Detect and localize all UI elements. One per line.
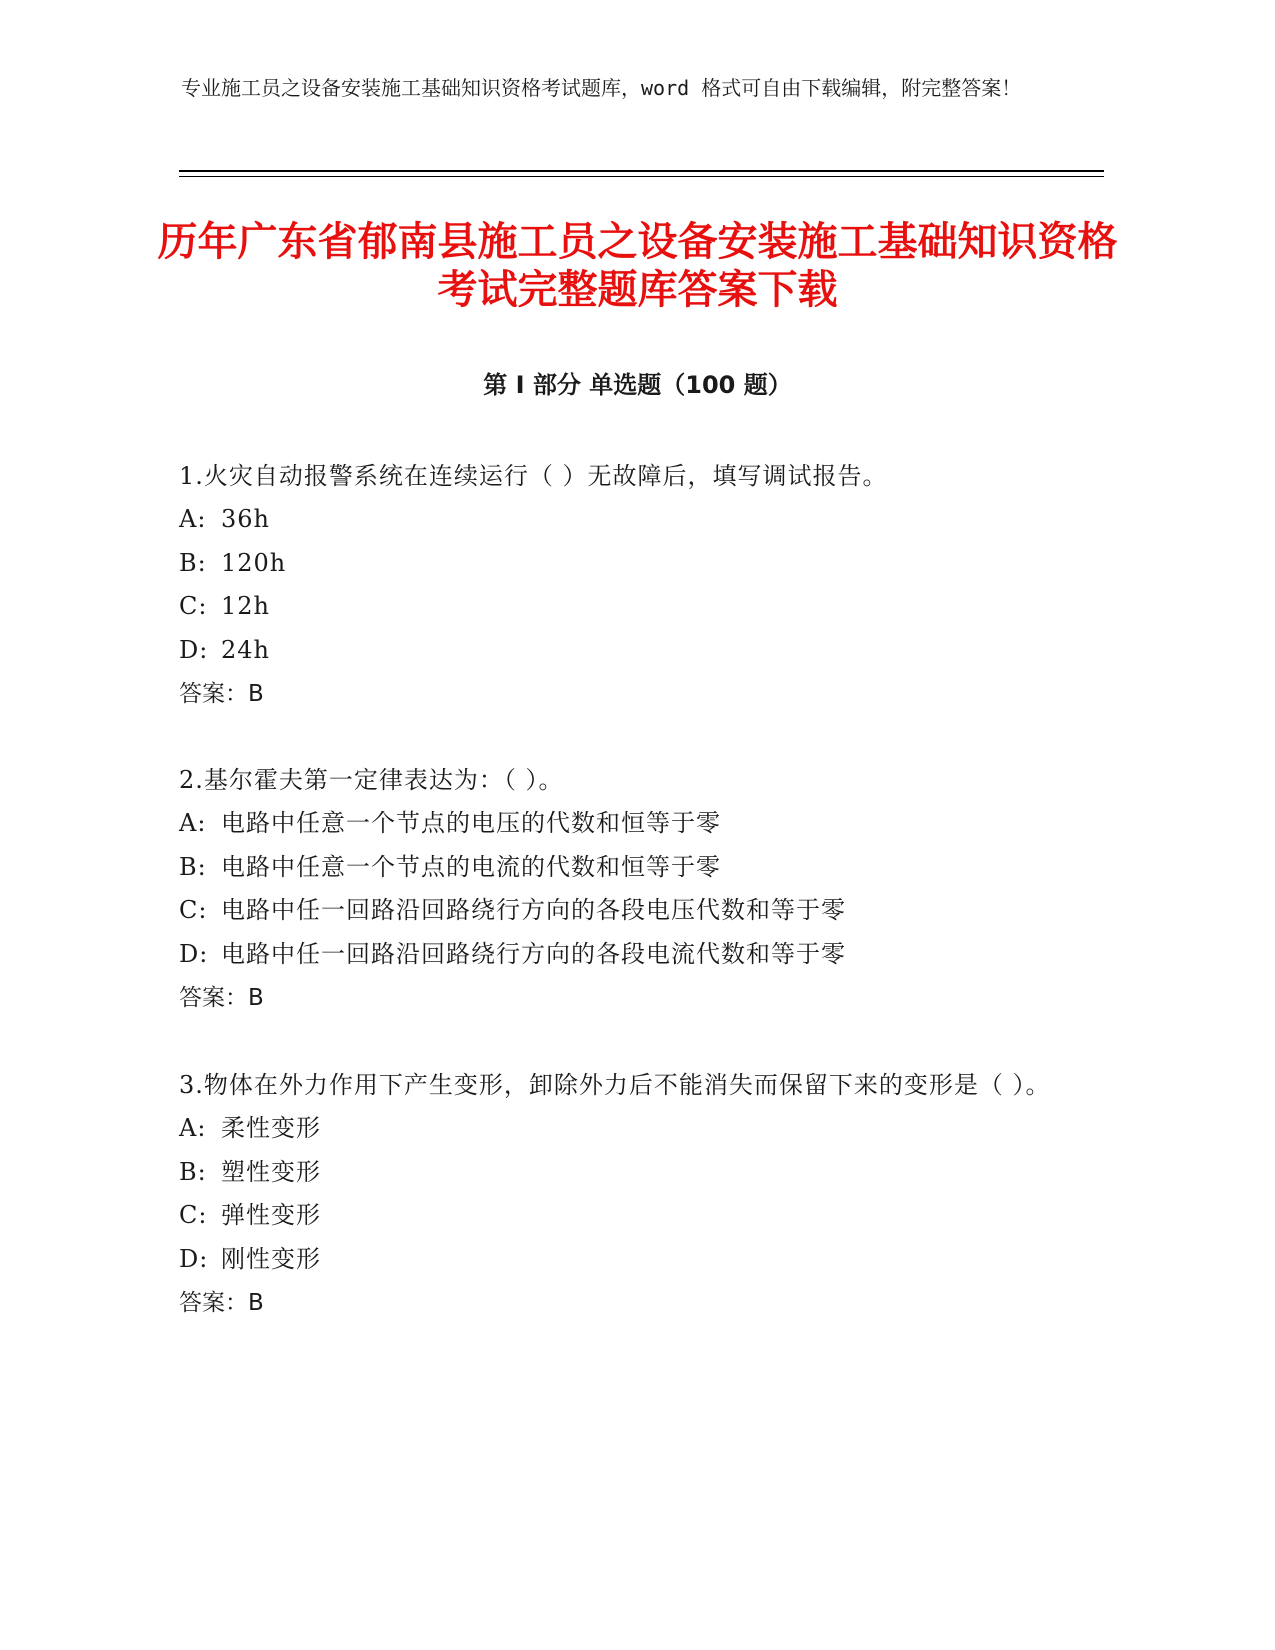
section-title: 第 I 部分 单选题（100 题） bbox=[483, 371, 792, 399]
option-text: 12h bbox=[221, 592, 270, 620]
option-a bbox=[179, 498, 1079, 542]
option-d bbox=[179, 933, 1079, 977]
option-a bbox=[179, 802, 1079, 846]
option-c bbox=[179, 585, 1079, 629]
question-2 bbox=[179, 758, 1079, 1020]
document-title: 历年广东省郁南县施工员之设备安装施工基础知识资格考试完整题库答案下载 bbox=[157, 219, 1118, 313]
option-text: 刚性变形 bbox=[221, 1244, 321, 1273]
option-text: 弹性变形 bbox=[221, 1201, 321, 1229]
option-d bbox=[179, 629, 1079, 673]
option-letter: C: bbox=[179, 1201, 208, 1229]
answer: 答案：B bbox=[179, 1290, 264, 1316]
header-rule-thick bbox=[179, 170, 1104, 172]
option-letter: A: bbox=[179, 505, 207, 533]
option-b bbox=[179, 542, 1079, 586]
option-text: 电路中任一回路沿回路绕行方向的各段电压代数和等于零 bbox=[221, 896, 846, 924]
option-letter: D: bbox=[179, 635, 209, 664]
option-letter: D: bbox=[179, 939, 209, 968]
option-letter: C: bbox=[179, 896, 208, 924]
option-d bbox=[179, 1238, 1079, 1282]
question-stem: 2.基尔霍夫第一定律表达为：（ ）。 bbox=[179, 766, 564, 794]
answer: 答案：B bbox=[179, 985, 264, 1011]
option-a bbox=[179, 1107, 1079, 1151]
question-stem: 1.火灾自动报警系统在连续运行（ ）无故障后，填写调试报告。 bbox=[179, 462, 888, 490]
option-text: 36h bbox=[221, 505, 270, 533]
option-text: 24h bbox=[221, 635, 270, 664]
option-letter: A: bbox=[179, 809, 207, 837]
option-text: 电路中任意一个节点的电压的代数和恒等于零 bbox=[221, 809, 721, 837]
question-stem: 3.物体在外力作用下产生变形，卸除外力后不能消失而保留下来的变形是（ ）。 bbox=[179, 1071, 1051, 1099]
header-rule-thin bbox=[179, 176, 1104, 177]
option-b bbox=[179, 846, 1079, 890]
header-note: 专业施工员之设备安装施工基础知识资格考试题库，word 格式可自由下载编辑，附完整答案！ bbox=[181, 76, 1022, 100]
option-c bbox=[179, 1194, 1079, 1238]
option-letter: A: bbox=[179, 1114, 207, 1142]
option-text: 电路中任意一个节点的电流的代数和恒等于零 bbox=[221, 852, 721, 881]
option-letter: B: bbox=[179, 852, 207, 881]
question-3 bbox=[179, 1063, 1079, 1325]
option-b bbox=[179, 1151, 1079, 1195]
option-letter: B: bbox=[179, 548, 207, 577]
option-text: 120h bbox=[221, 548, 287, 577]
option-letter: C: bbox=[179, 592, 208, 620]
option-letter: B: bbox=[179, 1157, 207, 1186]
option-text: 柔性变形 bbox=[221, 1114, 321, 1142]
option-text: 塑性变形 bbox=[221, 1157, 321, 1186]
answer: 答案：B bbox=[179, 681, 264, 707]
option-text: 电路中任一回路沿回路绕行方向的各段电流代数和等于零 bbox=[221, 939, 846, 968]
question-1 bbox=[179, 454, 1079, 716]
option-letter: D: bbox=[179, 1244, 209, 1273]
option-c bbox=[179, 889, 1079, 933]
